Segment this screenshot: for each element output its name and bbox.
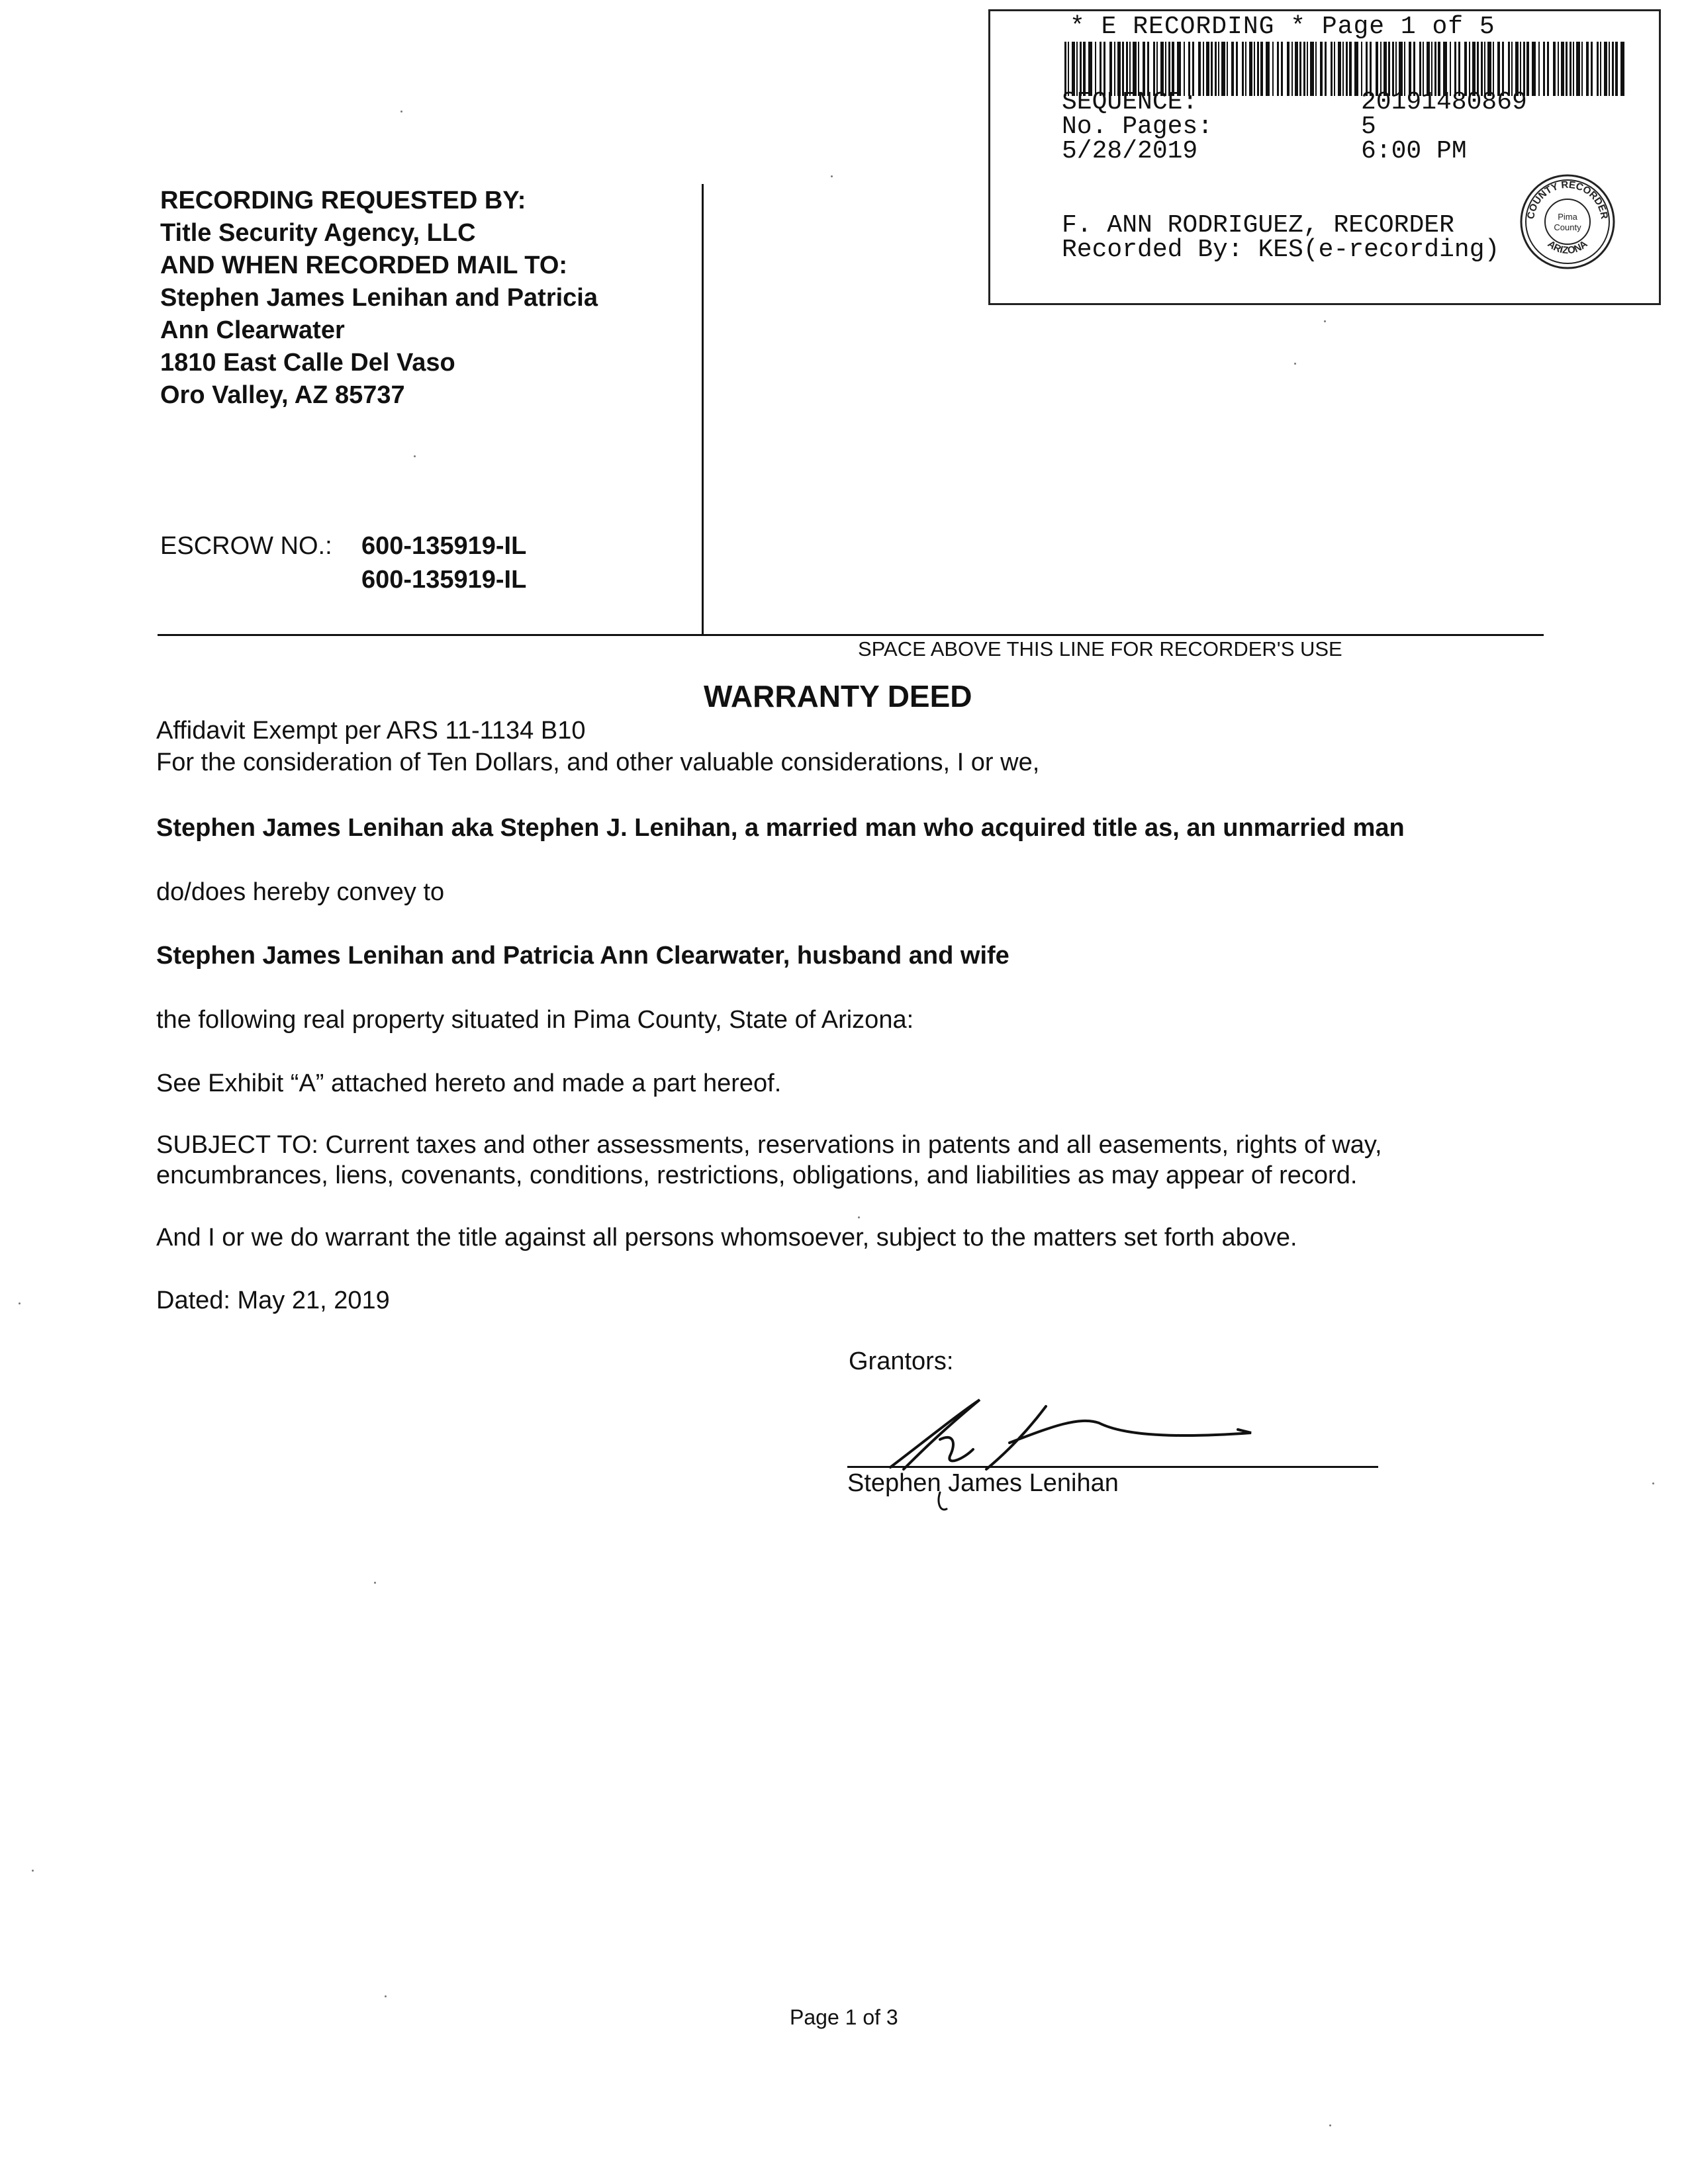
barcode-bar xyxy=(1566,42,1568,96)
barcode-bar xyxy=(1245,42,1246,96)
barcode-bar xyxy=(1612,42,1614,96)
barcode-bar xyxy=(1295,42,1298,96)
barcode-bar xyxy=(1254,42,1255,96)
property-phrase: the following real property situated in Pima County, State of Arizona: xyxy=(156,1006,914,1034)
barcode-bar xyxy=(1303,42,1305,96)
barcode-bar xyxy=(1573,42,1574,96)
grantee-description: Stephen James Lenihan and Patricia Ann Clearwater, husband and wife xyxy=(156,942,1009,970)
signer-name: Stephen James Lenihan xyxy=(847,1469,1119,1497)
barcode-bar xyxy=(1553,42,1556,96)
barcode-bar xyxy=(1586,42,1589,96)
barcode-bar xyxy=(1331,42,1333,96)
barcode-bar xyxy=(1215,42,1217,96)
affidavit-exemption: Affidavit Exempt per ARS 11-1134 B10 xyxy=(156,717,586,745)
page-indicator: Page 1 of 3 xyxy=(790,2005,898,2029)
recording-date: 5/28/2019 xyxy=(1062,137,1198,165)
requesting-agency: Title Security Agency, LLC xyxy=(160,219,476,247)
mail-to-label: AND WHEN RECORDED MAIL TO: xyxy=(160,251,568,279)
warranty-statement: And I or we do warrant the title against all persons whomsoever, subject to the matters set forth above. xyxy=(156,1224,1297,1251)
sequence-value: 20191480869 xyxy=(1361,88,1527,116)
barcode-bar xyxy=(1597,42,1599,96)
barcode-bar xyxy=(1604,42,1607,96)
barcode-bar xyxy=(1346,42,1348,96)
barcode-bar xyxy=(1299,42,1301,96)
barcode-bar xyxy=(1538,42,1540,96)
barcode-bar xyxy=(1198,42,1201,96)
barcode-bar xyxy=(1561,42,1564,96)
barcode-bar xyxy=(1249,42,1252,96)
seal-center-line1: Pima xyxy=(1558,212,1577,222)
barcode-bar xyxy=(1342,42,1344,96)
mail-to-name-line1: Stephen James Lenihan and Patricia xyxy=(160,284,598,312)
barcode-bar xyxy=(1242,42,1244,96)
recorder-name: F. ANN RODRIGUEZ, RECORDER xyxy=(1062,211,1454,240)
escrow-number-1: 600-135919-IL xyxy=(361,532,527,560)
barcode-bar xyxy=(1260,42,1263,96)
barcode-bar xyxy=(1291,42,1293,96)
scan-speck xyxy=(400,111,402,113)
barcode-bar xyxy=(1221,42,1225,96)
pages-label: No. Pages: xyxy=(1062,113,1213,141)
escrow-label: ESCROW NO.: xyxy=(160,532,332,560)
mail-to-name-line2: Ann Clearwater xyxy=(160,316,345,344)
exhibit-reference: See Exhibit “A” attached hereto and made a part hereof. xyxy=(156,1069,782,1097)
svg-text:ARIZONA xyxy=(1546,238,1590,256)
barcode-bar xyxy=(1287,42,1289,96)
barcode-bar xyxy=(1576,42,1580,96)
recorded-by: Recorded By: KES(e-recording) xyxy=(1062,236,1500,264)
barcode-bar xyxy=(1218,42,1219,96)
barcode-bar xyxy=(1547,42,1549,96)
barcode-bar xyxy=(1581,42,1583,96)
barcode-bar xyxy=(1609,42,1610,96)
deed-title: WARRANTY DEED xyxy=(704,679,972,713)
barcode-bar xyxy=(1236,42,1238,96)
dated-line: Dated: May 21, 2019 xyxy=(156,1287,390,1314)
recorder-space-line xyxy=(158,634,1544,636)
barcode-bar xyxy=(1532,42,1536,96)
barcode-bar xyxy=(1231,42,1234,96)
barcode-bar xyxy=(1591,42,1593,96)
barcode-bar xyxy=(1354,42,1358,96)
barcode-bar xyxy=(1257,42,1259,96)
sequence-label: SEQUENCE: xyxy=(1062,88,1198,116)
convey-phrase: do/does hereby convey to xyxy=(156,878,445,906)
barcode-bar xyxy=(1310,42,1314,96)
barcode-bar xyxy=(1600,42,1601,96)
subject-to-line2: encumbrances, liens, covenants, conditions, restrictions, obligations, and liabilities as may appear of record. xyxy=(156,1161,1358,1189)
seal-center-line2: County xyxy=(1554,222,1581,232)
escrow-number-2: 600-135919-IL xyxy=(361,566,527,594)
scan-speck xyxy=(19,1302,21,1304)
barcode-bar xyxy=(1543,42,1545,96)
recording-requested-by-label: RECORDING REQUESTED BY: xyxy=(160,187,526,214)
recording-time: 6:00 PM xyxy=(1361,137,1467,165)
barcode-bar xyxy=(1615,42,1618,96)
barcode-bar xyxy=(1307,42,1308,96)
barcode-bar xyxy=(1281,42,1283,96)
scan-speck xyxy=(374,1582,376,1584)
scan-speck xyxy=(858,1216,860,1218)
recording-stamp-box xyxy=(988,9,1661,305)
scan-speck xyxy=(1324,320,1326,322)
barcode-bar xyxy=(1349,42,1352,96)
barcode-bar xyxy=(1320,42,1323,96)
barcode-bar xyxy=(1338,42,1341,96)
scan-speck xyxy=(414,455,416,457)
consideration-clause: For the consideration of Ten Dollars, and other valuable considerations, I or we, xyxy=(156,749,1040,776)
scan-speck xyxy=(1329,2124,1331,2126)
stamp-header: * E RECORDING * Page 1 of 5 xyxy=(1070,13,1495,41)
barcode-bar xyxy=(1315,42,1317,96)
barcode-bar xyxy=(1277,42,1279,96)
mail-to-city: Oro Valley, AZ 85737 xyxy=(160,381,405,409)
scan-speck xyxy=(1652,1482,1654,1484)
scan-speck xyxy=(385,1995,387,1997)
grantor-description: Stephen James Lenihan aka Stephen J. Lenihan, a married man who acquired title as, an unmarried man xyxy=(156,814,1405,842)
barcode-bar xyxy=(1227,42,1228,96)
scan-speck xyxy=(1294,363,1296,365)
barcode-bar xyxy=(1206,42,1209,96)
recorder-use-note: SPACE ABOVE THIS LINE FOR RECORDER'S USE xyxy=(858,637,1342,660)
seal-top-text: COUNTY RECORDER xyxy=(1525,179,1610,220)
barcode-bar xyxy=(1203,42,1204,96)
scan-speck xyxy=(32,1870,34,1872)
header-divider-vertical xyxy=(702,184,704,634)
seal-bottom-text: ARIZONA xyxy=(1545,238,1590,257)
barcode-bar xyxy=(1620,42,1624,96)
signature-line xyxy=(847,1466,1378,1468)
barcode-bar xyxy=(1325,42,1327,96)
barcode-bar xyxy=(1334,42,1335,96)
barcode-bar xyxy=(1570,42,1571,96)
pages-value: 5 xyxy=(1361,113,1376,141)
scan-speck xyxy=(831,175,833,177)
subject-to-line1: SUBJECT TO: Current taxes and other assessments, reservations in patents and all easements, rights of way, xyxy=(156,1131,1382,1159)
county-seal-icon xyxy=(1519,173,1616,270)
barcode-bar xyxy=(1211,42,1213,96)
mail-to-address: 1810 East Calle Del Vaso xyxy=(160,349,455,377)
grantors-label: Grantors: xyxy=(849,1347,954,1375)
barcode-bar xyxy=(1272,42,1274,96)
barcode-bar xyxy=(1558,42,1559,96)
barcode-bar xyxy=(1266,42,1270,96)
